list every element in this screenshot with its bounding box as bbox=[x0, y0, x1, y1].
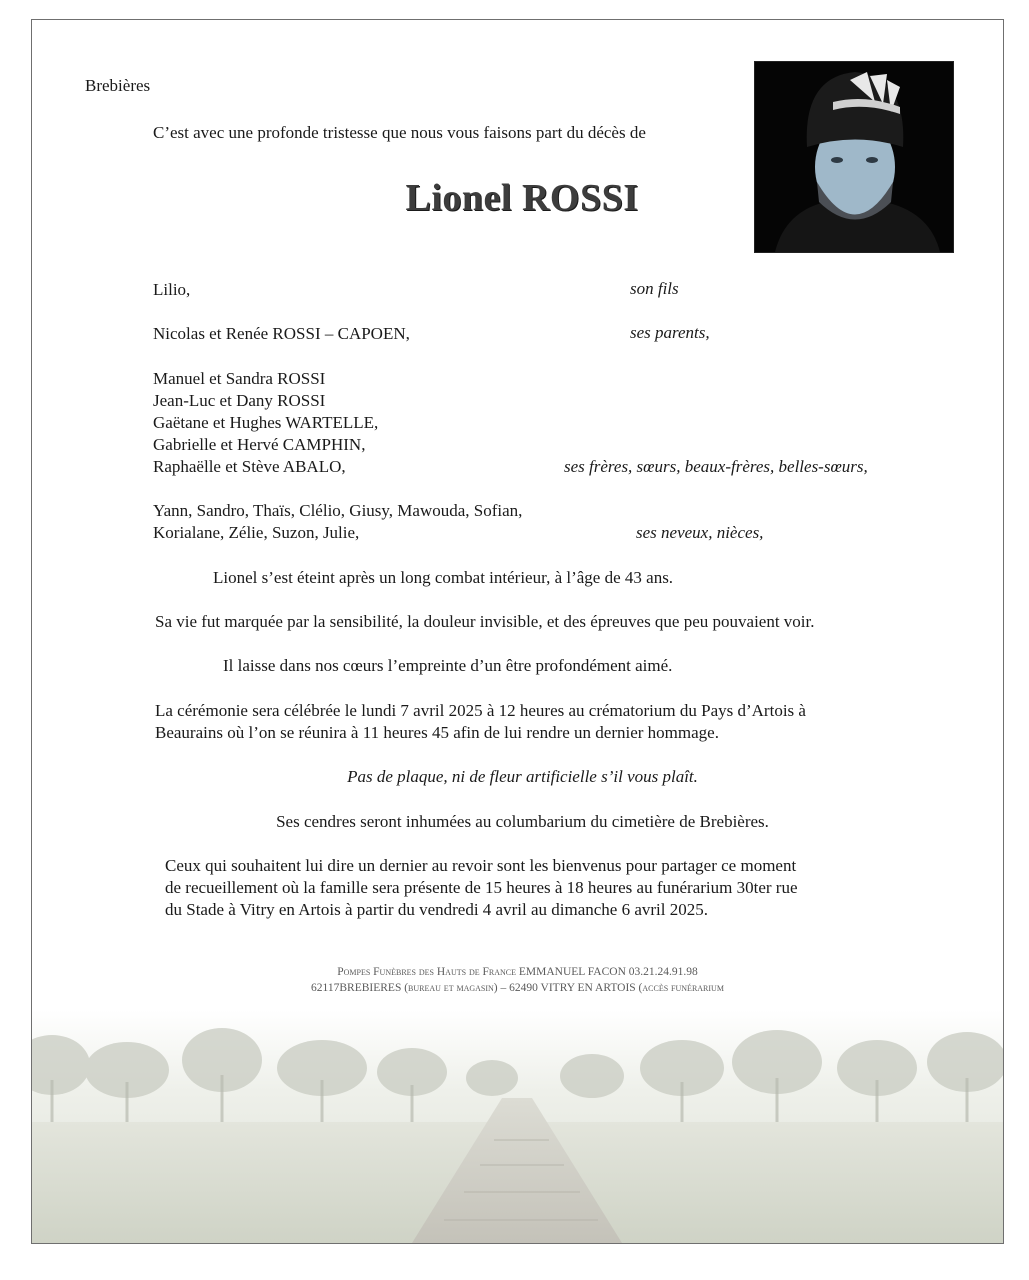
paragraph-memory: Il laisse dans nos cœurs l’empreinte d’un être profondément aimé. bbox=[223, 656, 673, 675]
paragraph-life: Sa vie fut marquée par la sensibilité, la douleur invisible, et des épreuves que peu pouvaient voir. bbox=[155, 612, 815, 631]
family-name-parents: Nicolas et Renée ROSSI – CAPOEN, bbox=[153, 324, 410, 343]
paragraph-no-flowers: Pas de plaque, ni de fleur artificielle s’il vous plaît. bbox=[347, 767, 698, 786]
relation-son: son fils bbox=[630, 279, 679, 298]
relation-nephews: ses neveux, nièces, bbox=[636, 523, 764, 542]
portrait-photo bbox=[754, 61, 954, 253]
family-name-sibling: Manuel et Sandra ROSSI bbox=[153, 369, 326, 388]
paragraph-visitation: de recueillement où la famille sera présente de 15 heures à 18 heures au funérarium 30ter rue bbox=[165, 878, 798, 897]
paragraph-ceremony: Beaurains où l’on se réunira à 11 heures 45 afin de lui rendre un dernier hommage. bbox=[155, 723, 719, 742]
intro-text: C’est avec une profonde tristesse que nous vous faisons part du décès de bbox=[153, 123, 646, 142]
paragraph-visitation: Ceux qui souhaitent lui dire un dernier au revoir sont les bienvenus pour partager ce moment bbox=[165, 856, 797, 875]
paragraph-ceremony: La cérémonie sera célébrée le lundi 7 avril 2025 à 12 heures au crématorium du Pays d’Artois à bbox=[155, 701, 806, 720]
obituary-page bbox=[31, 19, 1004, 1244]
deceased-name: Lionel ROSSI bbox=[405, 177, 639, 219]
paragraph-visitation: du Stade à Vitry en Artois à partir du vendredi 4 avril au dimanche 6 avril 2025. bbox=[165, 900, 708, 919]
paragraph-ashes: Ses cendres seront inhumées au columbarium du cimetière de Brebières. bbox=[276, 812, 769, 831]
paragraph-death: Lionel s’est éteint après un long combat intérieur, à l’âge de 43 ans. bbox=[213, 568, 674, 587]
misty-landscape-image bbox=[32, 1010, 1003, 1243]
family-name-nephews: Korialane, Zélie, Suzon, Julie, bbox=[153, 523, 360, 542]
relation-siblings: ses frères, sœurs, beaux-frères, belles-sœurs, bbox=[564, 457, 868, 476]
family-name-sibling: Jean-Luc et Dany ROSSI bbox=[153, 391, 326, 410]
portrait-image bbox=[755, 62, 953, 252]
family-name-sibling: Raphaëlle et Stève ABALO, bbox=[153, 457, 346, 476]
family-name-lilio: Lilio, bbox=[153, 280, 191, 299]
place-name: Brebières bbox=[85, 76, 151, 95]
family-name-sibling: Gaëtane et Hughes WARTELLE, bbox=[153, 413, 379, 432]
relation-parents: ses parents, bbox=[630, 323, 710, 342]
funeral-home-address: 62117BREBIERES (bureau et magasin) – 62490 VITRY EN ARTOIS (accès funérarium bbox=[311, 982, 724, 994]
funeral-home-contact: Pompes Funèbres des Hauts de France EMMANUEL FACON 03.21.24.91.98 bbox=[337, 966, 698, 978]
family-name-nephews: Yann, Sandro, Thaïs, Clélio, Giusy, Mawouda, Sofian, bbox=[153, 501, 523, 520]
family-name-sibling: Gabrielle et Hervé CAMPHIN, bbox=[153, 435, 366, 454]
